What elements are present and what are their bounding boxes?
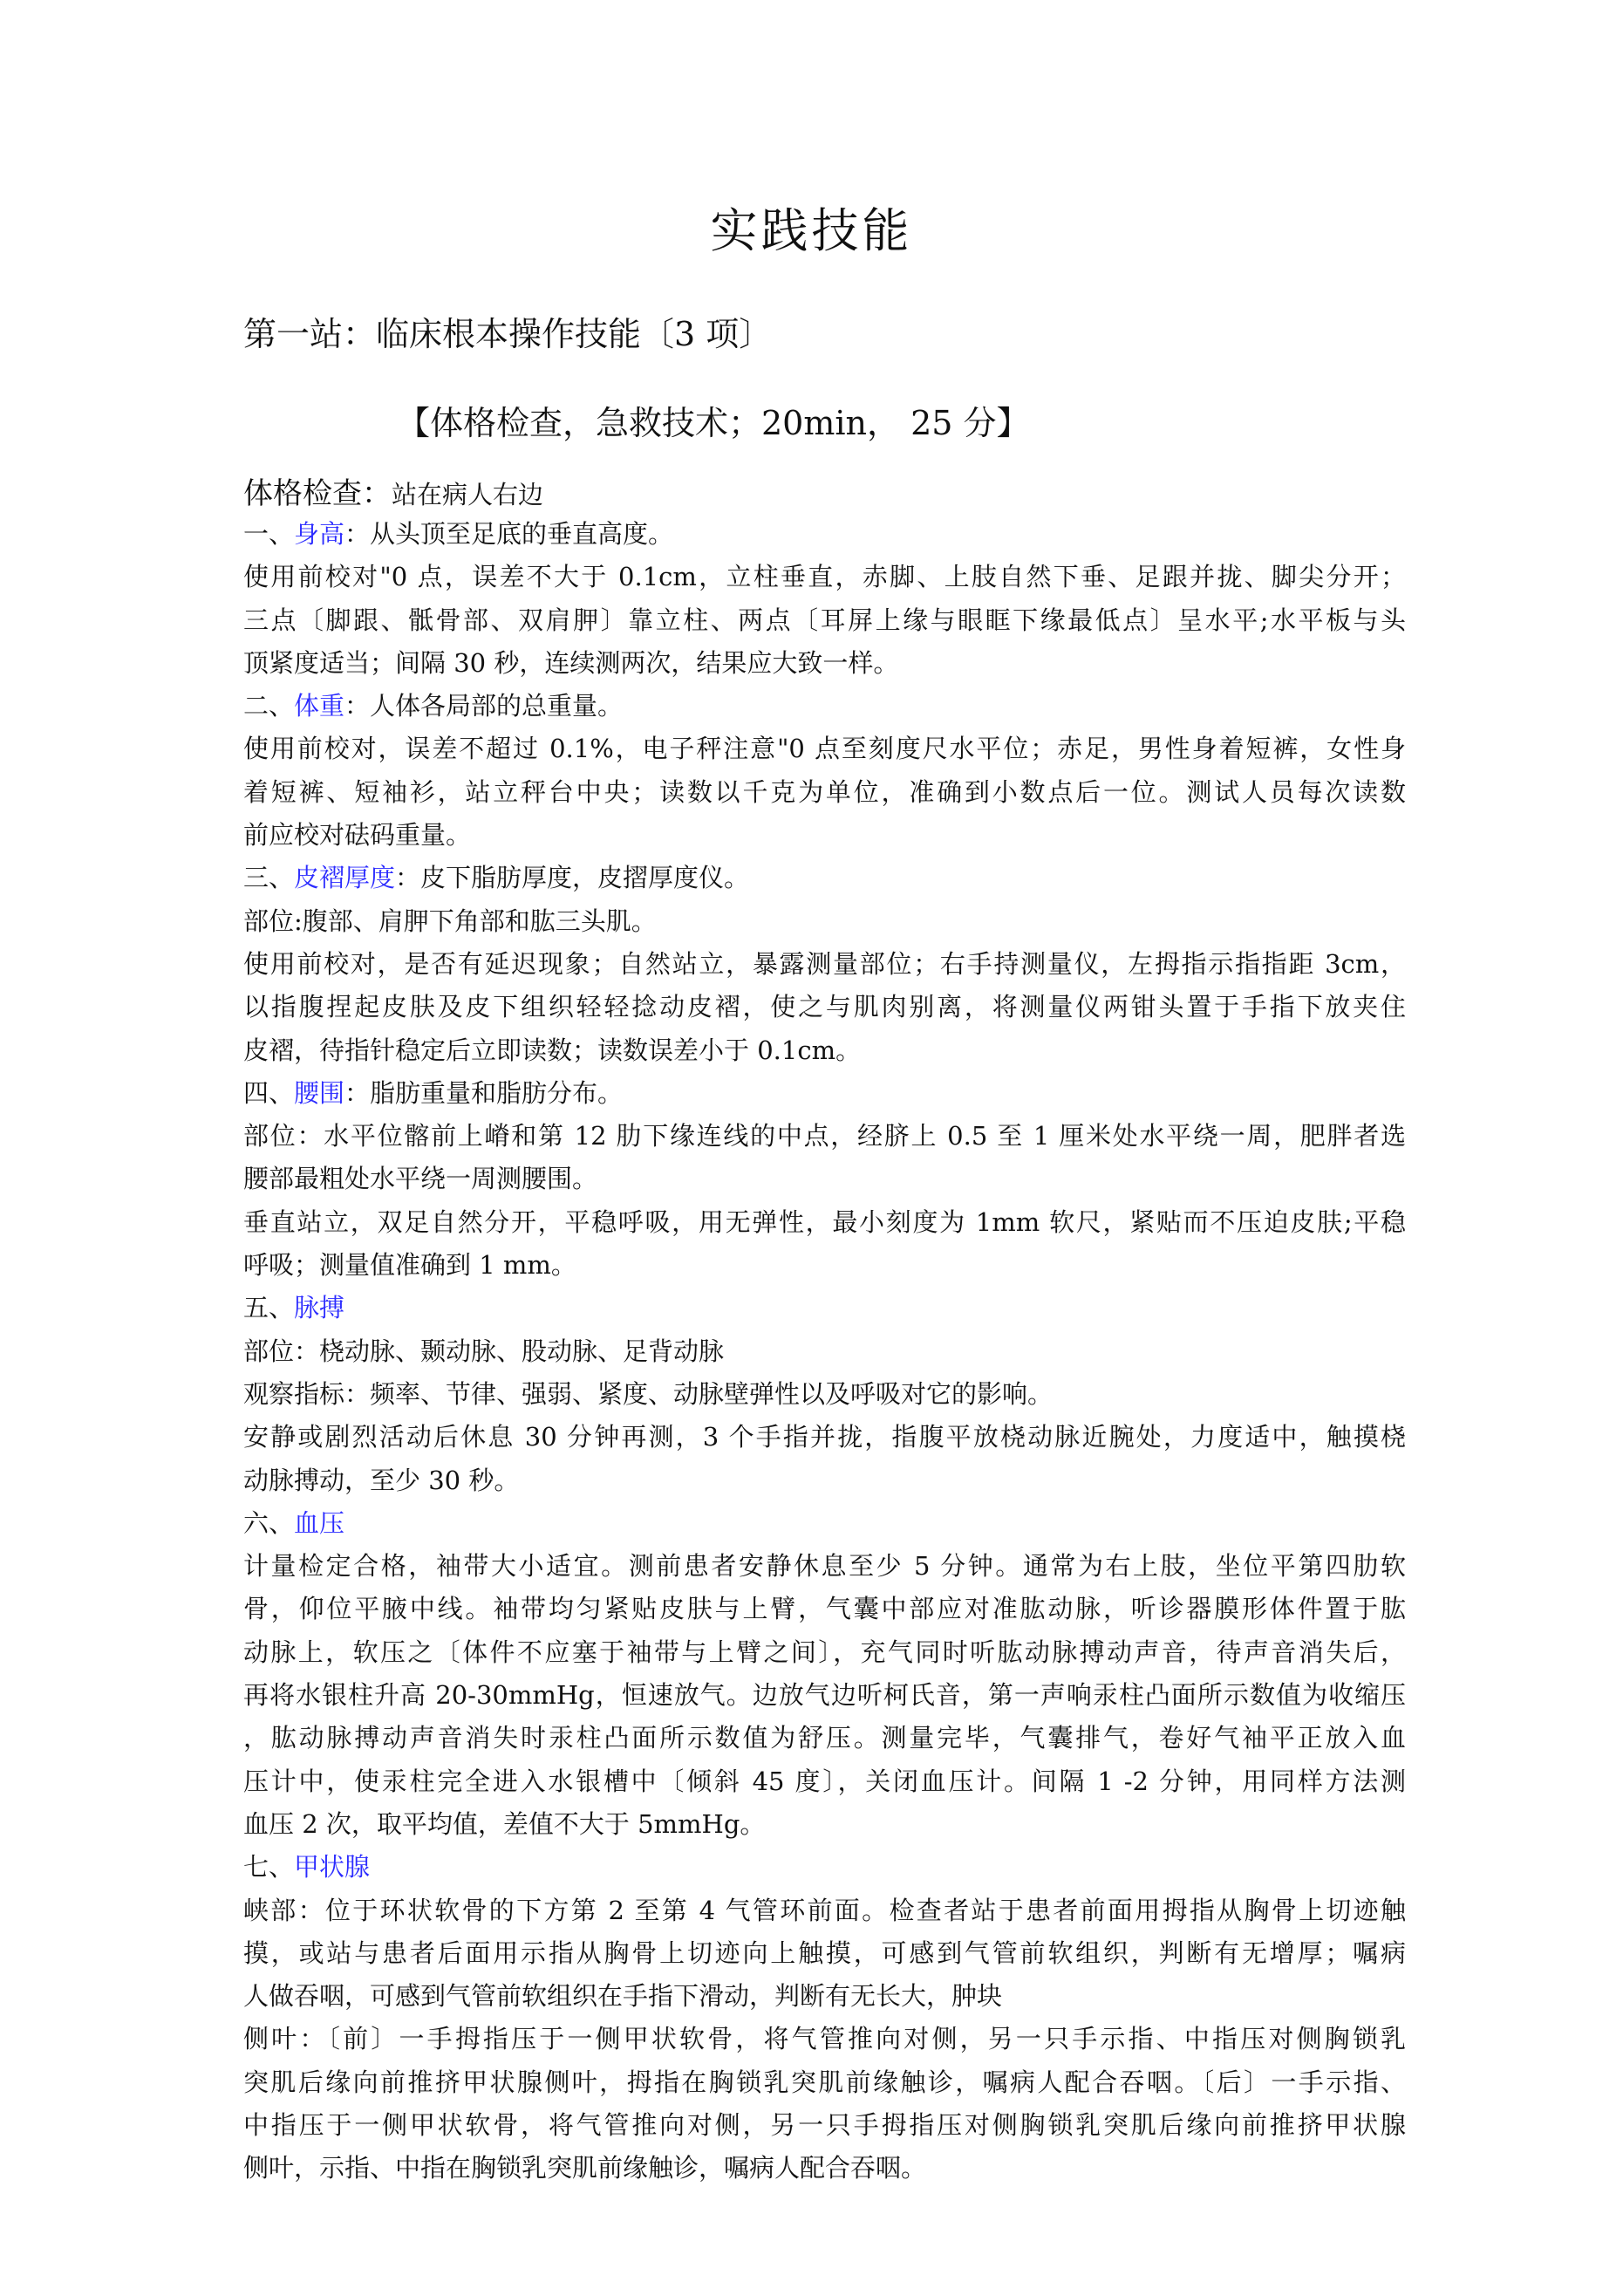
section-heading-line <box>243 1072 1406 1115</box>
heading-link[interactable]: 身高 <box>294 519 345 549</box>
text-line: 观察指标：频率、节律、强弱、紧度、动脉壁弹性以及呼吸对它的影响。 <box>243 1378 1054 1409</box>
text-line: 摸，或站与患者后面用示指从胸骨上切迹向上触摸，可感到气管前软组织，判断有无增厚；嘱病 <box>243 1937 1406 1968</box>
heading-number: 五、 <box>243 1293 295 1323</box>
heading-description: ：脂肪重量和脂肪分布。 <box>344 1077 624 1108</box>
text-line: 压计中，使汞柱完全进入水银槽中〔倾斜 45 度〕，关闭血压计。间隔 1 -2 分钟，用同样方法测 <box>243 1766 1406 1796</box>
exam-heading <box>243 469 543 512</box>
heading-description: ：皮下脂肪厚度，皮摺厚度仪。 <box>395 863 750 893</box>
heading-number: 七、 <box>243 1852 295 1883</box>
text-line: 人做吞咽，可感到气管前软组织在手指下滑动，判断有无长大，肿块 <box>243 1981 1003 2012</box>
text-line: 动脉搏动，至少 30 秒。 <box>243 1465 520 1495</box>
section-heading-line <box>243 1846 1406 1889</box>
heading-link[interactable]: 腰围 <box>294 1077 345 1108</box>
heading-link[interactable]: 脉搏 <box>294 1293 345 1323</box>
station-heading: 第一站：临床根本操作技能〔3 项〕 <box>243 315 773 353</box>
heading-number: 四、 <box>243 1077 295 1108</box>
section-heading-line <box>243 685 1406 728</box>
document-title: 实践技能 <box>710 203 913 258</box>
text-line: 计量检定合格，袖带大小适宜。测前患者安静休息至少 5 分钟。通常为右上肢，坐位平第四肋软 <box>243 1551 1406 1582</box>
text-line: 峡部：位于环状软骨的下方第 2 至第 4 气管环前面。检查者站于患者前面用拇指从胸骨上切迹触 <box>243 1895 1406 1925</box>
heading-number: 三、 <box>243 863 295 893</box>
text-line: 皮褶，待指针稳定后立即读数；读数误差小于 0.1cm。 <box>243 1035 862 1065</box>
text-line: 再将水银柱升高 20-30mmHg，恒速放气。边放气边听柯氏音，第一声响汞柱凸面所示数值为收缩压 <box>243 1680 1406 1711</box>
heading-number: 二、 <box>243 691 295 721</box>
heading-link[interactable]: 体重 <box>294 691 345 721</box>
exam-label: 体格检查： <box>243 476 392 511</box>
text-line: 侧叶：〔前〕一手拇指压于一侧甲状软骨，将气管推向对侧，另一只手示指、中指压对侧胸锁乳 <box>243 2024 1406 2054</box>
text-line: 突肌后缘向前推挤甲状腺侧叶，拇指在胸锁乳突肌前缘触诊，嘱病人配合吞咽。〔后〕一手示指、 <box>243 2067 1406 2097</box>
document-body <box>243 513 1406 2190</box>
section-subtitle: 【体格检查，急救技术；20min， 25 分】 <box>397 404 1030 442</box>
text-line: 部位：水平位髂前上嵴和第 12 肋下缘连线的中点，经脐上 0.5 至 1 厘米处水平绕一周，肥胖者选 <box>243 1121 1406 1151</box>
text-line: 血压 2 次，取平均值，差值不大于 5mmHg。 <box>243 1808 766 1839</box>
text-line: 部位:腹部、肩胛下角部和肱三头肌。 <box>243 905 657 936</box>
heading-link[interactable]: 皮褶厚度 <box>294 863 396 893</box>
heading-number: 一、 <box>243 519 295 549</box>
text-line: 使用前校对"0 点，误差不大于 0.1cm，立柱垂直，赤脚、上肢自然下垂、足跟并拢、脚尖分开； <box>243 562 1406 592</box>
text-line: 前应校对砝码重量。 <box>243 820 472 851</box>
text-line: 中指压于一侧甲状软骨，将气管推向对侧，另一只手拇指压对侧胸锁乳突肌后缘向前推挤甲状腺 <box>243 2109 1406 2140</box>
text-line: 垂直站立，双足自然分开，平稳呼吸，用无弹性，最小刻度为 1mm 软尺，紧贴而不压迫皮肤;平稳 <box>243 1206 1406 1237</box>
heading-number: 六、 <box>243 1507 295 1538</box>
heading-description: ：从头顶至足底的垂直高度。 <box>344 519 674 549</box>
text-line: 动脉上，软压之〔体件不应塞于袖带与上臂之间〕，充气同时听肱动脉搏动声音，待声音消失后， <box>243 1637 1406 1667</box>
text-line: 使用前校对，误差不超过 0.1%，电子秤注意"0 点至刻度尺水平位；赤足，男性身着短裤，女性身 <box>243 734 1406 764</box>
section-heading-line <box>243 513 1406 556</box>
text-line: 三点〔脚跟、骶骨部、双肩胛〕靠立柱、两点〔耳屏上缘与眼眶下缘最低点〕呈水平;水平板与头 <box>243 605 1406 635</box>
heading-description: ：人体各局部的总重量。 <box>344 691 624 721</box>
section-heading-line <box>243 1287 1406 1329</box>
text-line: 侧叶，示指、中指在胸锁乳突肌前缘触诊，嘱病人配合吞咽。 <box>243 2153 927 2183</box>
heading-link[interactable]: 血压 <box>294 1507 345 1538</box>
text-line: 呼吸；测量值准确到 1 mm。 <box>243 1250 576 1281</box>
text-line: 骨，仰位平腋中线。袖带均匀紧贴皮肤与上臂，气囊中部应对准肱动脉，听诊器膜形体件置于肱 <box>243 1594 1406 1624</box>
text-line: 腰部最粗处水平绕一周测腰围。 <box>243 1164 598 1194</box>
text-line: 安静或剧烈活动后休息 30 分钟再测，3 个手指并拢，指腹平放桡动脉近腕处，力度适中，触摸桡 <box>243 1422 1406 1452</box>
text-line: 着短裤、短袖衫，站立秤台中央；读数以千克为单位，准确到小数点后一位。测试人员每次读数 <box>243 776 1406 807</box>
text-line: ，肱动脉搏动声音消失时汞柱凸面所示数值为舒压。测量完毕，气囊排气，卷好气袖平正放入血 <box>243 1723 1406 1753</box>
text-line: 顶紧度适当；间隔 30 秒，连续测两次，结果应大致一样。 <box>243 647 899 678</box>
section-heading-line <box>243 857 1406 899</box>
section-heading-line <box>243 1502 1406 1545</box>
heading-link[interactable]: 甲状腺 <box>294 1852 371 1883</box>
text-line: 使用前校对，是否有延迟现象；自然站立，暴露测量部位；右手持测量仪，左拇指示指指距 3cm， <box>243 948 1406 979</box>
text-line: 部位：桡动脉、颞动脉、股动脉、足背动脉 <box>243 1336 725 1366</box>
text-line: 以指腹捏起皮肤及皮下组织轻轻捻动皮褶，使之与肌肉别离，将测量仪两钳头置于手指下放夹住 <box>243 992 1406 1022</box>
exam-note: 站在病人右边 <box>392 480 544 509</box>
